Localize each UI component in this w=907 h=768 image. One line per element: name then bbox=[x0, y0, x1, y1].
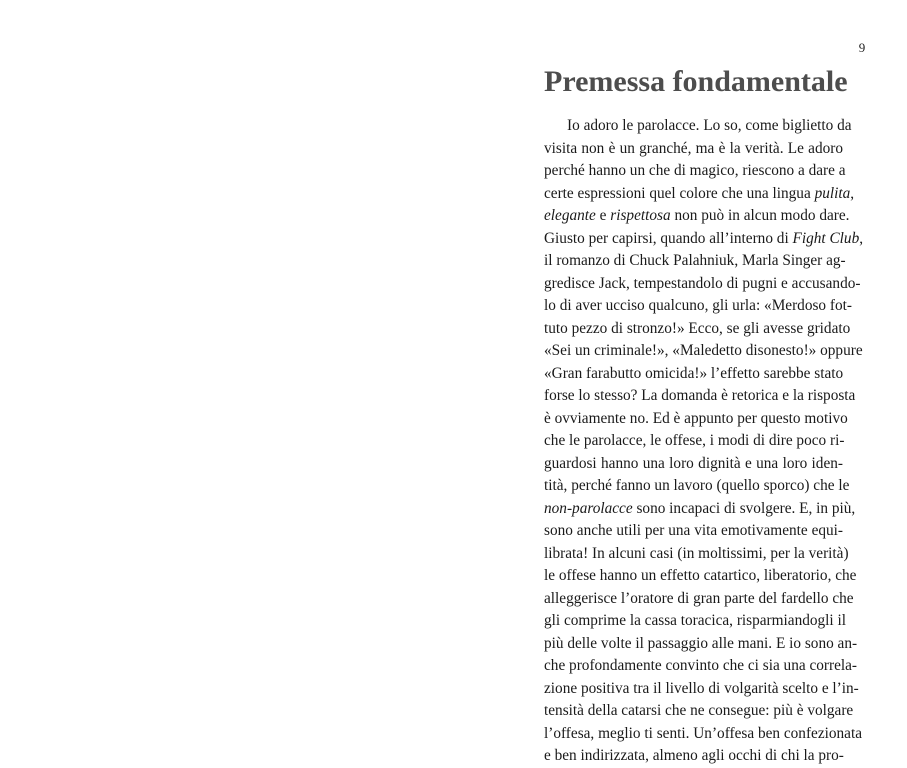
text-line bbox=[544, 205, 850, 228]
text-line bbox=[544, 543, 849, 566]
text-line bbox=[544, 430, 843, 453]
text-segment: sono anche utili per una vita emotivamente equi- bbox=[544, 522, 843, 539]
text-segment: gli comprime la cassa toracica, risparmiandogli il bbox=[544, 612, 847, 629]
text-segment: librata! In alcuni casi (in moltissimi, per la verità) bbox=[544, 544, 849, 562]
italic-text: rispettosa bbox=[610, 207, 671, 224]
text-segment: tensità della catarsi che ne consegue: più è volgare bbox=[544, 702, 854, 719]
italic-text: elegante bbox=[544, 207, 596, 224]
text-line bbox=[544, 565, 857, 588]
text-line bbox=[544, 588, 854, 611]
text-segment: non può in alcun modo dare. bbox=[670, 207, 850, 224]
text-segment: e ben indirizzata, almeno agli occhi di chi la pro- bbox=[544, 747, 844, 764]
text-line bbox=[544, 610, 847, 633]
text-segment: certe espressioni quel colore che una lingua bbox=[544, 184, 815, 202]
text-segment: lo di aver ucciso qualcuno, gli urla: «Merdoso fot- bbox=[544, 297, 852, 314]
text-line bbox=[544, 385, 856, 408]
text-segment: e bbox=[595, 207, 611, 224]
text-line bbox=[544, 183, 855, 206]
text-segment: le offese hanno un effetto catartico, liberatorio, che bbox=[544, 567, 857, 584]
text-segment: gredisce Jack, tempestandolo di pugni e accusando- bbox=[544, 274, 861, 292]
text-segment: che profondamente convinto che ci sia una correla- bbox=[544, 657, 858, 674]
text-line bbox=[544, 520, 843, 543]
italic-text: Fight Club bbox=[792, 229, 860, 247]
text-line bbox=[544, 655, 858, 678]
text-line bbox=[544, 228, 864, 251]
text-line bbox=[544, 723, 863, 746]
body-paragraph bbox=[544, 115, 864, 768]
text-line bbox=[544, 633, 858, 656]
text-line bbox=[544, 340, 863, 363]
text-segment: perché hanno un che di magico, riescono a dare a bbox=[544, 162, 846, 179]
text-segment: forse lo stesso? La domanda è retorica e la risposta bbox=[544, 387, 856, 404]
text-segment: che le parolacce, le offese, i modi di dire poco ri- bbox=[544, 432, 845, 449]
text-segment: tuto pezzo di stronzo!» Ecco, se gli avesse gridato bbox=[544, 319, 851, 337]
text-line bbox=[544, 498, 856, 521]
text-segment: Giusto per capirsi, quando all’interno di bbox=[544, 229, 793, 247]
text-segment: più delle volte il passaggio alle mani. E io sono an- bbox=[544, 634, 858, 652]
text-line bbox=[544, 250, 846, 273]
text-segment: il romanzo di Chuck Palahniuk, Marla Singer ag- bbox=[544, 252, 846, 269]
text-segment: , bbox=[850, 184, 855, 202]
text-line bbox=[544, 745, 843, 768]
text-segment: sono incapaci di svolgere. E, in più, bbox=[632, 499, 856, 517]
text-line bbox=[544, 160, 846, 183]
text-segment: visita non è un granché, ma è la verità. Le adoro bbox=[544, 139, 843, 157]
text-segment: tità, perché fanno un lavoro (quello sporco) che le bbox=[544, 477, 850, 494]
text-line bbox=[544, 295, 852, 318]
text-segment: «Gran farabutto omicida!» l’effetto sarebbe stato bbox=[544, 364, 844, 382]
italic-text: non-parolacce bbox=[544, 499, 633, 517]
text-segment: alleggerisce l’oratore di gran parte del fardello che bbox=[544, 589, 854, 607]
text-line bbox=[544, 700, 854, 723]
text-line bbox=[544, 115, 852, 138]
text-line bbox=[544, 475, 850, 498]
text-line bbox=[544, 453, 843, 476]
italic-text: pulita bbox=[814, 184, 851, 202]
text-segment: , bbox=[859, 229, 864, 247]
text-line bbox=[544, 408, 848, 431]
text-line bbox=[544, 138, 843, 161]
page-number: 9 bbox=[858, 40, 866, 55]
chapter-title: Premessa fondamentale bbox=[544, 65, 848, 98]
text-segment: guardosi hanno una loro dignità e una loro iden- bbox=[544, 454, 843, 472]
text-line bbox=[544, 273, 861, 296]
text-segment: Io adoro le parolacce. Lo so, come biglietto da bbox=[567, 117, 852, 134]
text-segment: l’offesa, meglio ti senti. Un’offesa ben confezionata bbox=[544, 724, 863, 742]
text-line bbox=[544, 318, 851, 341]
text-segment: zione positiva tra il livello di volgarità scelto e l’in- bbox=[544, 679, 859, 697]
text-segment: «Sei un criminale!», «Maledetto disonesto!» oppure bbox=[544, 342, 863, 359]
text-segment: è ovviamente no. Ed è appunto per questo motivo bbox=[544, 409, 848, 427]
text-line bbox=[544, 363, 843, 386]
text-line bbox=[544, 678, 859, 701]
